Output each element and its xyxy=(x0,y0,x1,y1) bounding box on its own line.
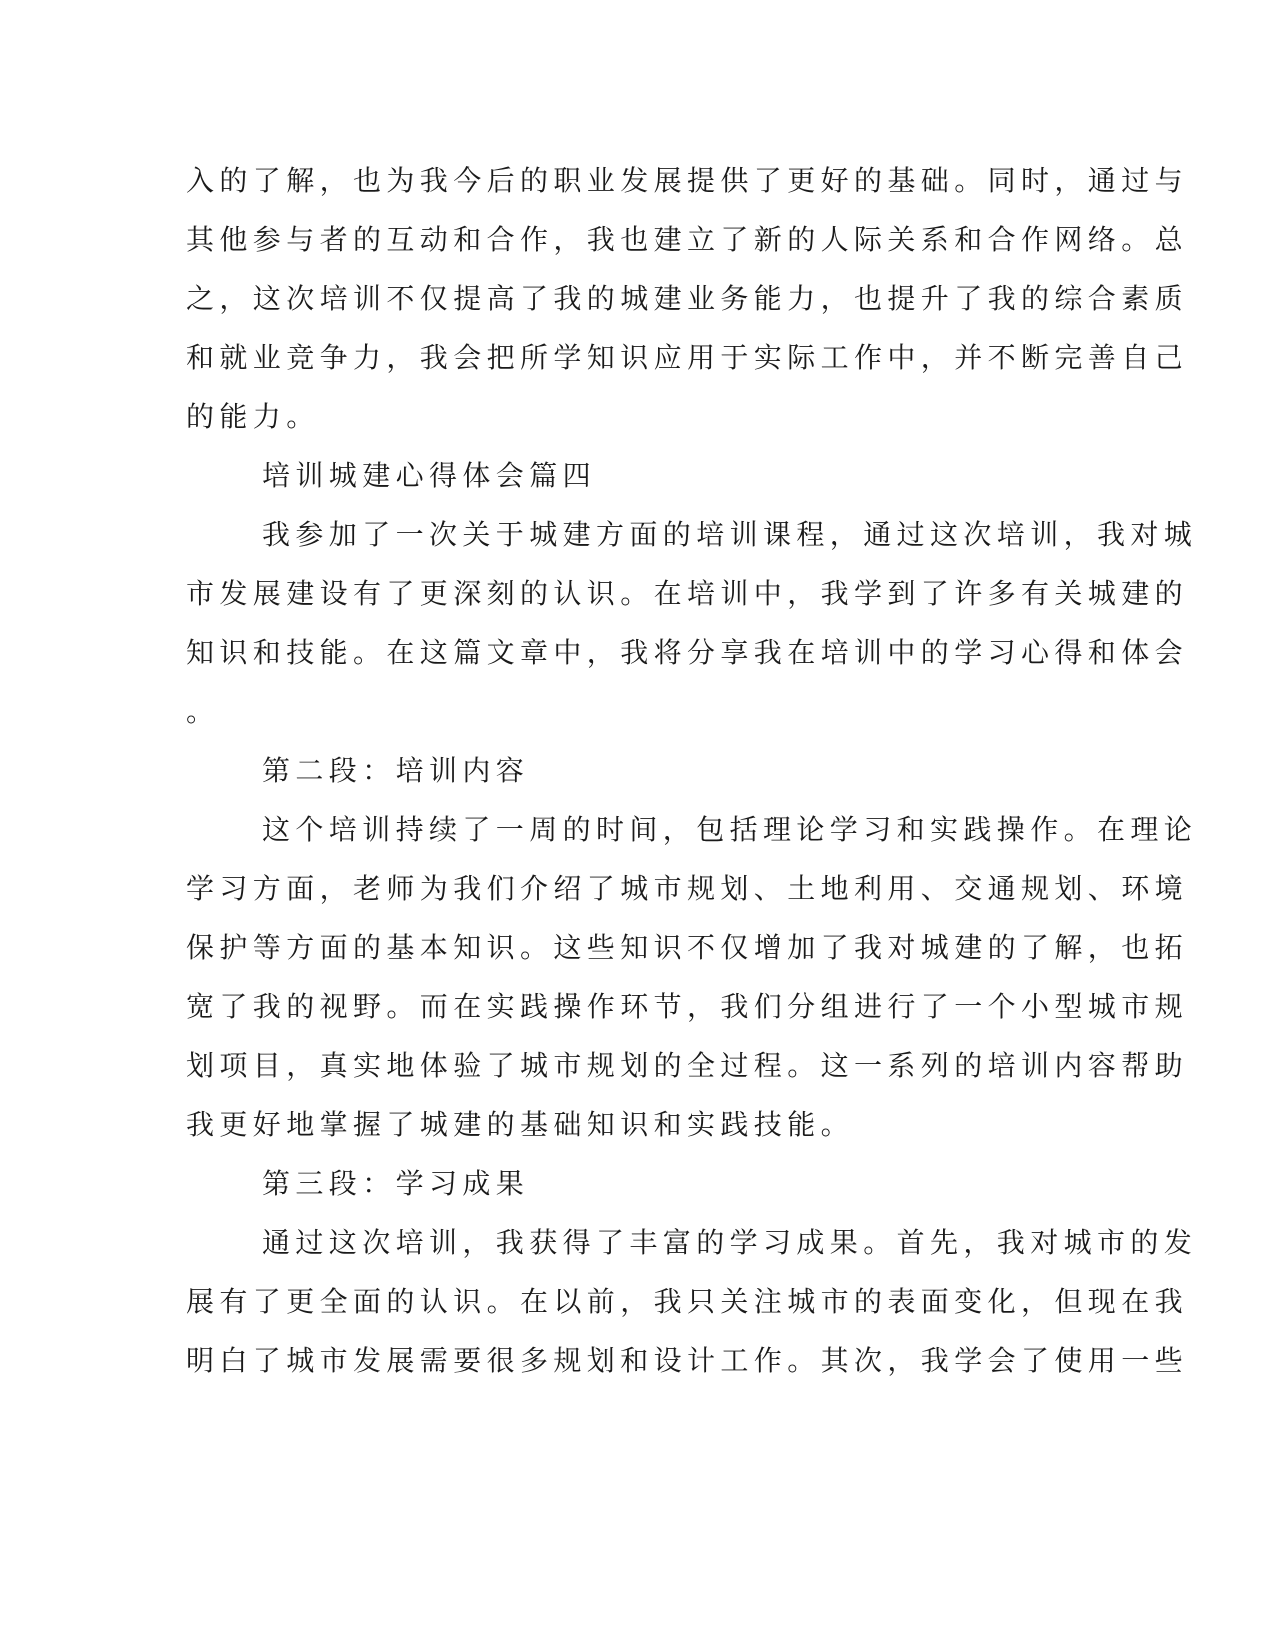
section-heading: 第三段：学习成果 xyxy=(262,1167,530,1200)
text-line: 的能力。 xyxy=(186,400,320,433)
text-line: 入的了解，也为我今后的职业发展提供了更好的基础。同时，通过与 xyxy=(186,164,1189,197)
text-line: 其他参与者的互动和合作，我也建立了新的人际关系和合作网络。总 xyxy=(186,223,1189,256)
text-line: 知识和技能。在这篇文章中，我将分享我在培训中的学习心得和体会 xyxy=(186,636,1189,669)
section-heading: 第二段：培训内容 xyxy=(262,754,530,787)
text-line: 。 xyxy=(186,695,220,728)
text-line: 学习方面，老师为我们介绍了城市规划、土地利用、交通规划、环境 xyxy=(186,872,1189,905)
text-line: 和就业竞争力，我会把所学知识应用于实际工作中，并不断完善自己 xyxy=(186,341,1189,374)
text-line: 展有了更全面的认识。在以前，我只关注城市的表面变化，但现在我 xyxy=(186,1285,1189,1318)
text-line: 划项目，真实地体验了城市规划的全过程。这一系列的培训内容帮助 xyxy=(186,1049,1189,1082)
text-line: 通过这次培训，我获得了丰富的学习成果。首先，我对城市的发 xyxy=(262,1226,1198,1259)
section-heading: 培训城建心得体会篇四 xyxy=(262,459,597,492)
text-line: 市发展建设有了更深刻的认识。在培训中，我学到了许多有关城建的 xyxy=(186,577,1189,610)
text-line: 这个培训持续了一周的时间，包括理论学习和实践操作。在理论 xyxy=(262,813,1198,846)
text-line: 宽了我的视野。而在实践操作环节，我们分组进行了一个小型城市规 xyxy=(186,990,1189,1023)
text-line: 之，这次培训不仅提高了我的城建业务能力，也提升了我的综合素质 xyxy=(186,282,1189,315)
text-line: 我参加了一次关于城建方面的培训课程，通过这次培训，我对城 xyxy=(262,518,1198,551)
text-line: 明白了城市发展需要很多规划和设计工作。其次，我学会了使用一些 xyxy=(186,1344,1189,1377)
text-line: 我更好地掌握了城建的基础知识和实践技能。 xyxy=(186,1108,855,1141)
text-line: 保护等方面的基本知识。这些知识不仅增加了我对城建的了解，也拓 xyxy=(186,931,1189,964)
